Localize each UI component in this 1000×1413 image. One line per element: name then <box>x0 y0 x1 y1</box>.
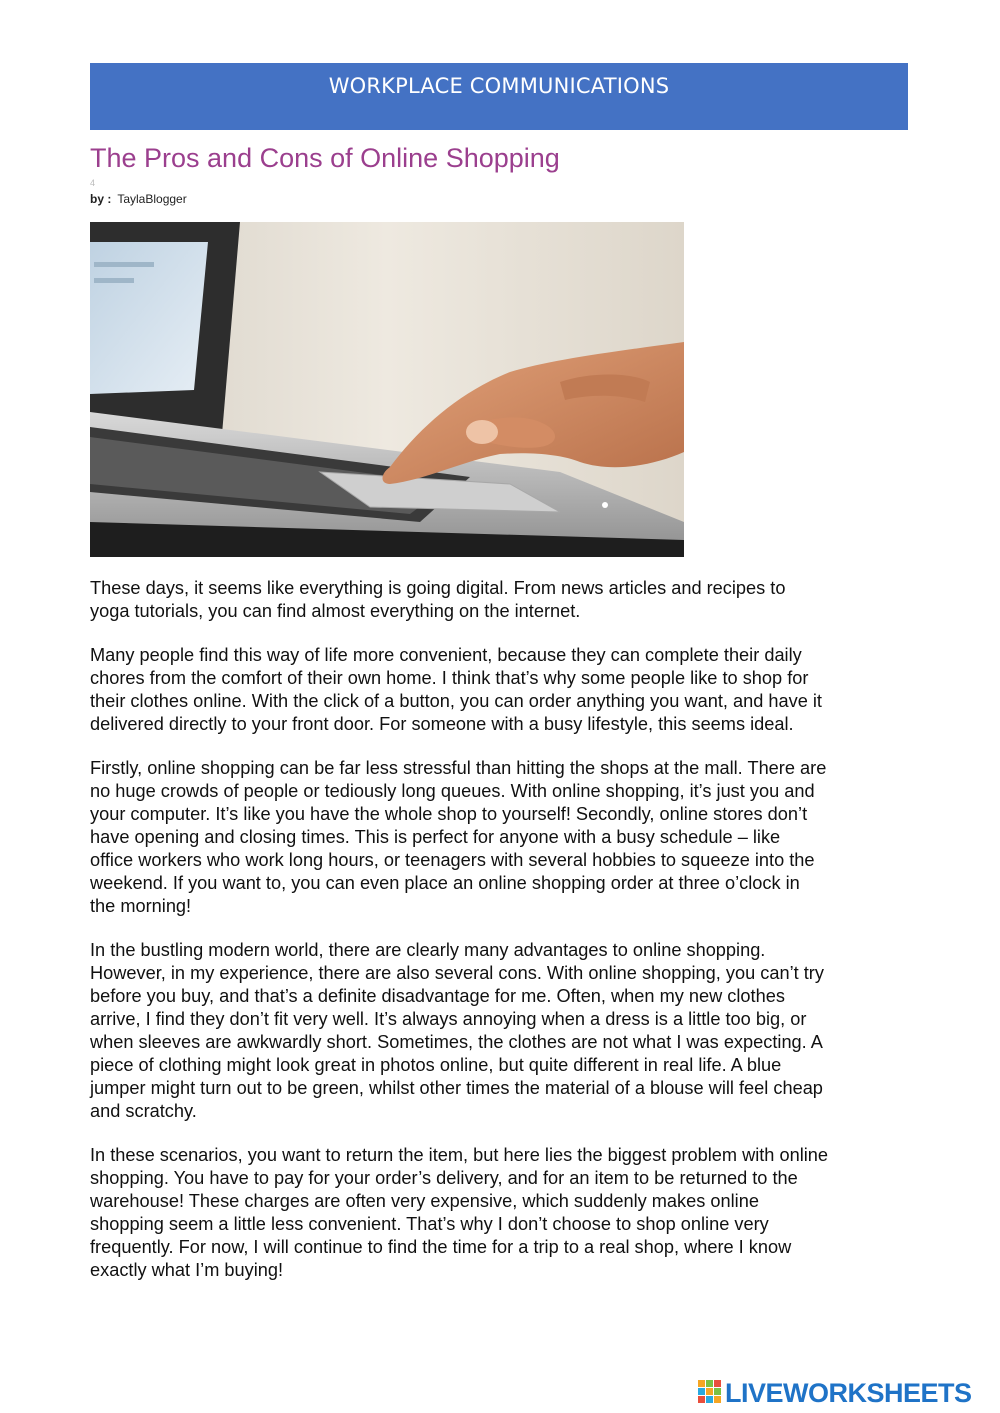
laptop-hand-photo-icon <box>90 222 684 557</box>
paragraph-1: These days, it seems like everything is going digital. From news articles and recipes to yoga tutorials, you can find almost everything on the internet. <box>90 578 786 621</box>
paragraph-4: In the bustling modern world, there are clearly many advantages to online shopping. However, in my experience, there are also several cons. With online shopping, you can’t try before you buy, and that’s a definite disadvantage for me. Often, when my new clothes arrive, I find they don’t fit very well. It’s always annoying when a dress is a little too big, or when sleeves are awkwardly short. Sometimes, the clothes are not what I was expecting. A piece of clothing might look great in photos online, but quite different in real life. A blue jumper might turn out to be green, whilst other times the material of a blouse will feel cheap and scratchy. <box>90 940 824 1121</box>
banner-title: WORKPLACE COMMUNICATIONS <box>328 74 670 98</box>
header-banner <box>90 63 908 130</box>
article-title: The Pros and Cons of Online Shopping <box>90 143 560 173</box>
paragraph-2: Many people find this way of life more convenient, because they can complete their daily chores from the comfort of their own home. I think that’s why some people like to shop for their clothes online. With the click of a button, you can order anything you want, and have it delivered directly to your front door. For someone with a busy lifestyle, this seems ideal. <box>90 645 822 734</box>
liveworksheets-logo-icon <box>698 1380 722 1404</box>
article-body <box>90 577 915 1303</box>
liveworksheets-logo <box>698 1379 993 1407</box>
paragraph-3: Firstly, online shopping can be far less stressful than hitting the shops at the mall. There are no huge crowds of people or tediously long queues. With online shopping, it’s just you and your computer. It’s like you have the whole shop to yourself! Secondly, online stores don’t have opening and closing times. This is perfect for anyone with a busy schedule – like office workers who work long hours, or teenagers with several hobbies to squeeze into the weekend. If you want to, you can even place an online shopping order at three o’clock in the morning! <box>90 758 827 916</box>
small-number: 4 <box>90 178 96 188</box>
paragraph-5: In these scenarios, you want to return the item, but here lies the biggest problem with online shopping. You have to pay for your order’s delivery, and for an item to be returned to the warehouse! These charges are often very expensive, which suddenly makes online shopping seem a little less convenient. That’s why I don’t choose to shop online very frequently. For now, I will continue to find the time for a trip to a real shop, where I know exactly what I’m buying! <box>90 1145 829 1280</box>
by-label: by : <box>90 192 112 206</box>
byline <box>90 192 187 206</box>
article-photo <box>90 222 684 557</box>
author-name: TaylaBlogger <box>117 192 187 206</box>
logo-text: LIVEWORKSHEETS <box>725 1378 972 1408</box>
